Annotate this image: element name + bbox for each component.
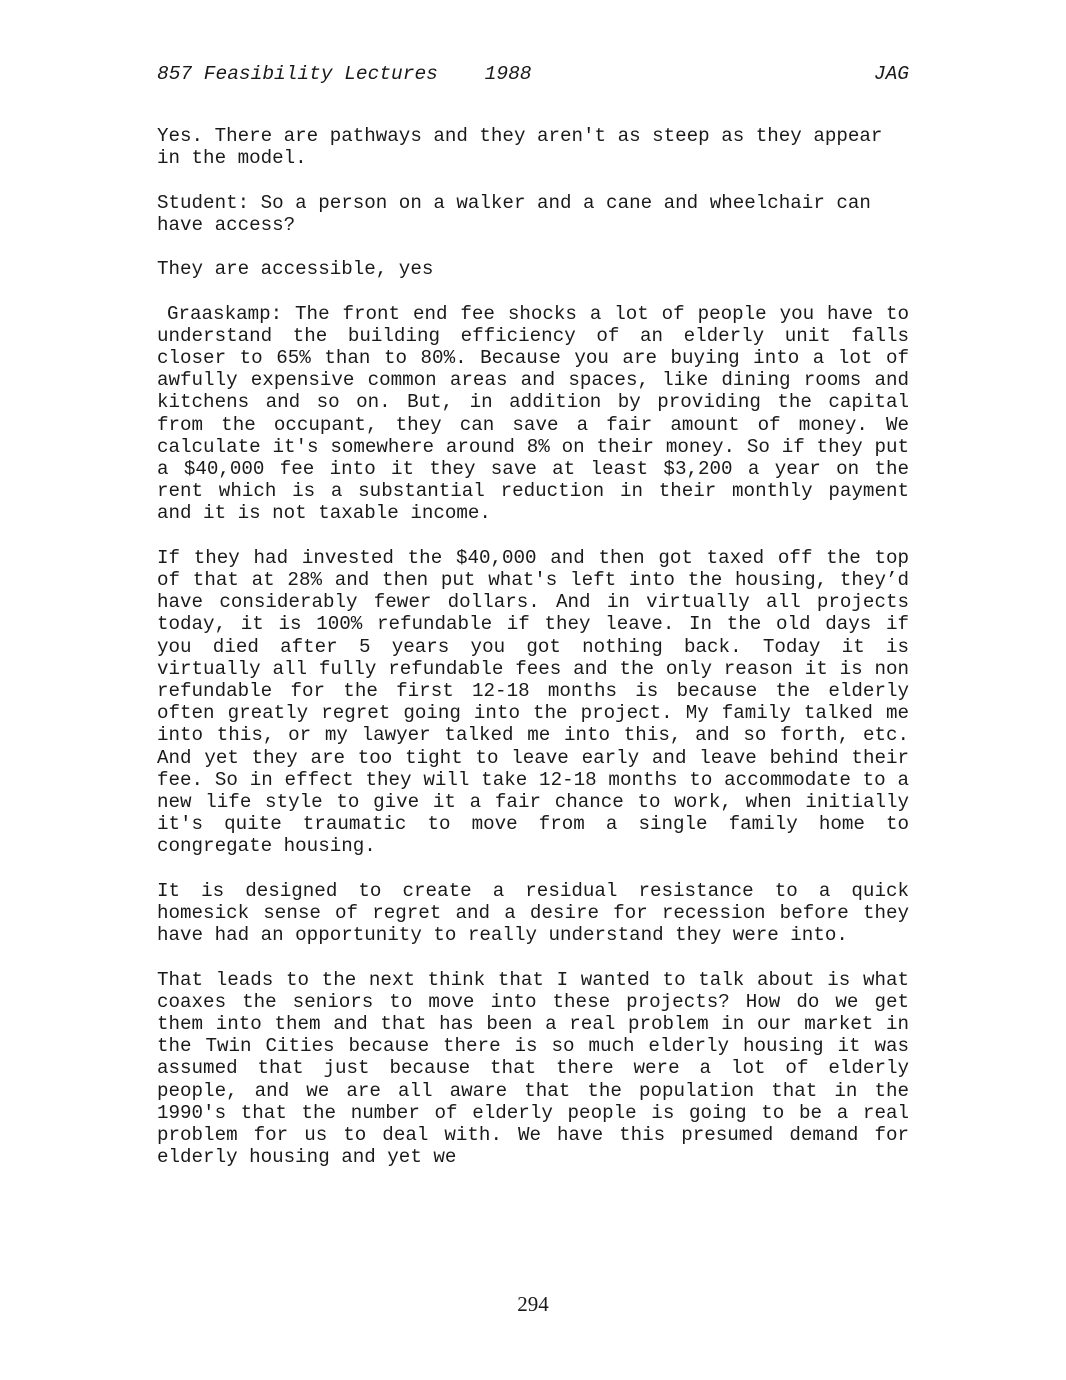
page-number: 294 [517, 1292, 549, 1316]
header-course: 857 Feasibility Lectures [157, 63, 438, 85]
paragraph-3: They are accessible, yes [157, 258, 434, 281]
header-left [157, 62, 531, 86]
document-page [157, 62, 909, 1191]
paragraph-1: Yes. There are pathways and they aren't as steep as they appear in the model. [157, 125, 883, 170]
paragraph-7: That leads to the next think that I wanted to talk about is what coaxes the seniors to move into these projects? How do we get them into them and that has been a real problem in our market in the Twin Cities because there is so much elderly housing it was assumed that just because that there were a lot of elderly people, and we are all aware that the population that in the 1990's that the number of elderly people is going to be a real problem for us to deal with. We have this presumed demand for elderly housing and yet we [157, 968, 909, 1169]
header-year: 1988 [484, 63, 532, 85]
header-initials: JAG [873, 63, 909, 85]
paragraph-4: Graaskamp: The front end fee shocks a lot of people you have to understand the building efficiency of an elderly unit falls closer to 65% than to 80%. Because you are buying into a lot of awfully expensive common areas and spaces, like dining rooms and kitchens and so on. But, in addition by providing the capital from the occupant, they can save a fair amount of money. We calculate it's somewhere around 8% on their money. So if they put a $40,000 fee into it they save at least $3,200 a year on the rent which is a substantial reduction in their monthly payment and it is not taxable income. [157, 302, 909, 525]
running-header [157, 62, 909, 86]
paragraph-5: If they had invested the $40,000 and then got taxed off the top of that at 28% and then put what's left into the housing, they’d have considerably fewer dollars. And in virtually all projects today, it is 100% refundable if they leave. In the old days if you died after 5 years you got nothing back. Today it is virtually all fully refundable fees and the only reason it is non refundable for the first 12-18 months is because the elderly often greatly regret going into the project. My family talked me into this, or my lawyer talked me into this, and so forth, etc. And yet they are too tight to leave early and leave behind their fee. So in effect they will take 12-18 months to accommodate to a new life style to give it a fair chance to work, when initially it's quite traumatic to move from a single family home to congregate housing. [157, 546, 909, 858]
paragraph-2: Student: So a person on a walker and a cane and wheelchair can have access? [157, 191, 871, 236]
paragraph-6: It is designed to create a residual resistance to a quick homesick sense of regret and a desire for recession before they have had an opportunity to really understand they were into. [157, 879, 909, 947]
